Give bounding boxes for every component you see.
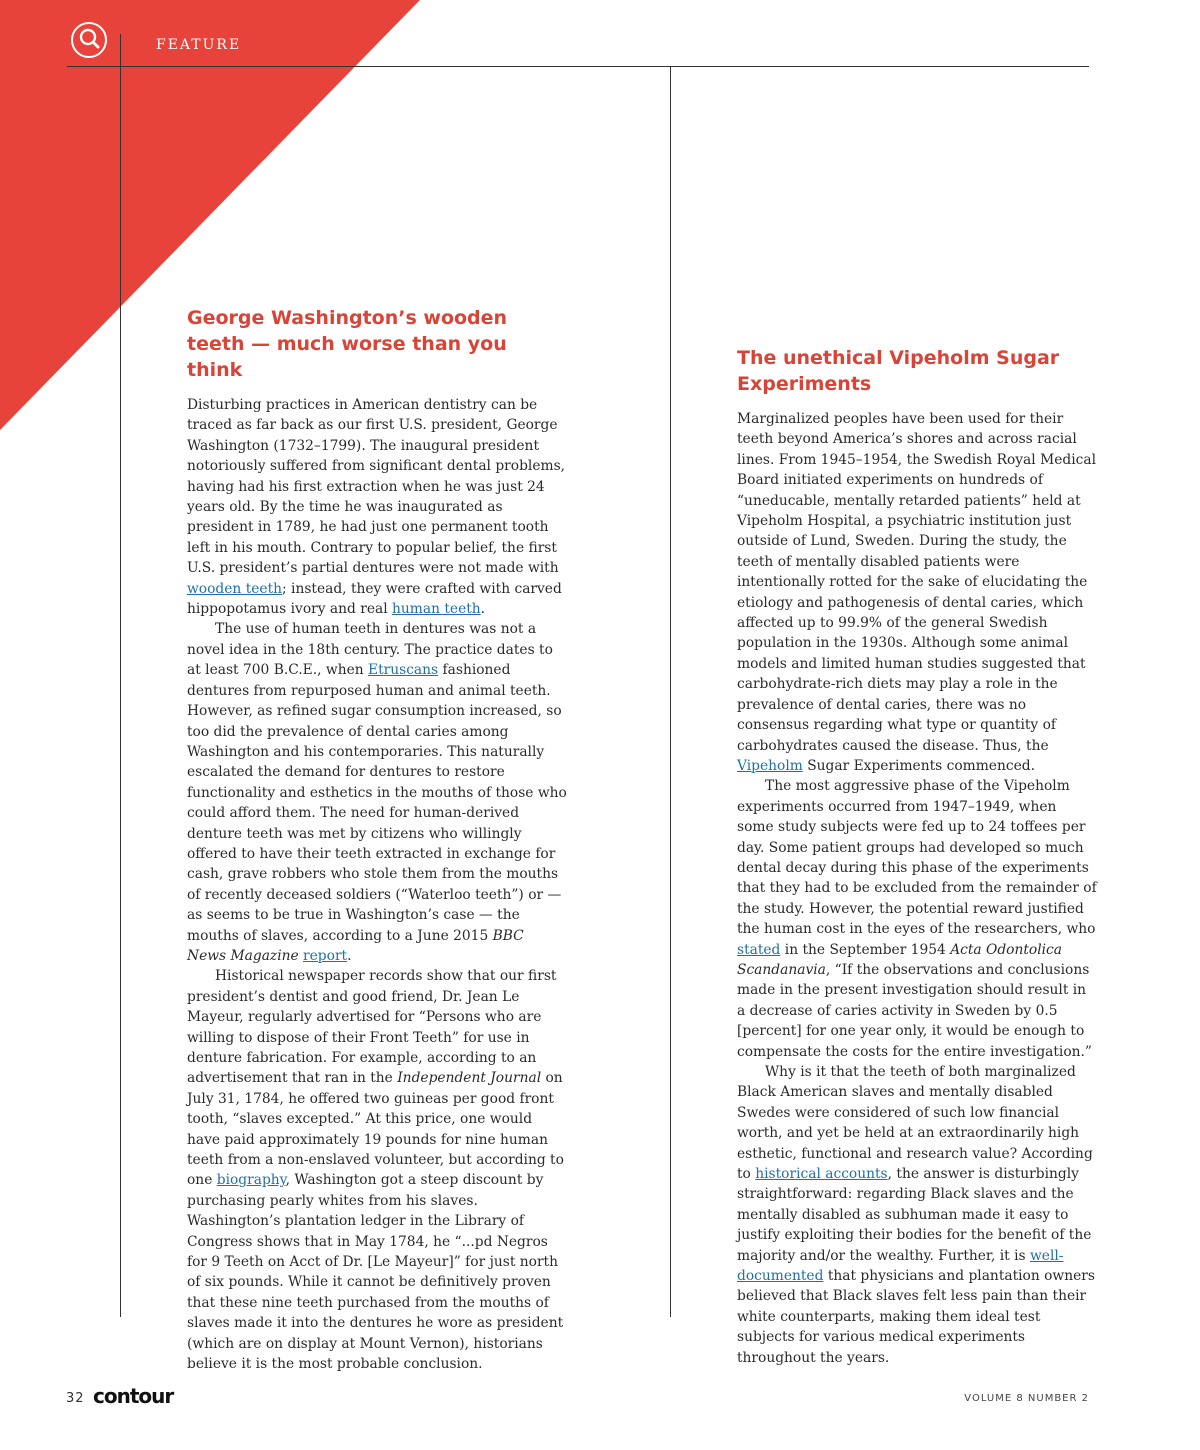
section-label: FEATURE <box>156 37 242 53</box>
text-span: fashioned dentures from repurposed human and animal teeth. However, as refined sugar consumption increased, so too did the prevalence of dental caries among Washington and his contemporaries. This naturally escalated the demand for dentures to restore functionality and esthetics in the mouths of those who could afford them. The need for human-derived denture teeth was met by citizens who willingly offered to have their teeth extracted in exchange for cash, grave robbers who stole them from the mouths of recently deceased soldiers (“Waterloo teeth”) or — as seems to be true in Washington’s case — the mouths of slaves, according to a June 2015 <box>187 662 567 944</box>
text-span: The most aggressive phase of the Vipeholm experiments occurred from 1947–1949, when some study subjects were fed up to 24 toffees per day. Some patient groups had developed so much dental decay during this phase of the experiments that they had to be excluded from the remainder of the study. However, the potential reward justified the human cost in the eyes of the researchers, who <box>737 778 1097 938</box>
link-report[interactable]: report <box>303 947 348 964</box>
header-rule <box>67 66 1089 67</box>
link-etruscans[interactable]: Etruscans <box>368 662 439 679</box>
right-article-paragraph-1 <box>737 409 1097 776</box>
link-biography[interactable]: biography <box>216 1172 286 1189</box>
magazine-logo: contour <box>93 1384 174 1408</box>
text-span: on July 31, 1784, he offered two guineas per good front tooth, “slaves excepted.” At this price, one would have paid approximately 19 pounds for nine human teeth from a non-enslaved volunteer, but according to one <box>187 1070 564 1189</box>
text-span: . <box>347 947 352 964</box>
text-span: The use of human teeth in dentures was not a novel idea in the 18th century. The practice dates to at least 700 B.C.E., when <box>187 621 553 679</box>
left-article <box>187 305 567 1375</box>
text-span: Disturbing practices in American dentistry can be traced as far back as our first U.S. president, George Washington (1732–1799). The inaugural president notoriously suffered from significant dental problems, having had his first extraction when he was just 24 years old. By the time he was inaugurated as president in 1789, he had just one permanent tooth left in his mouth. Contrary to popular belief, the first U.S. president’s partial dentures were not made with <box>187 397 566 577</box>
right-article <box>737 345 1097 1368</box>
text-span: Marginalized peoples have been used for their teeth beyond America’s shores and across racial lines. From 1945–1954, the Swedish Royal Medical Board initiated experiments on hundreds of “uneducable, mentally retarded patients” held at Vipeholm Hospital, a psychiatric institution just outside of Lund, Sweden. During the study, the teeth of mentally disabled patients were intentionally rotted for the sake of elucidating the etiology and pathogenesis of dental caries, which affected up to 99.9% of the general Swedish population in the 1930s. Although some animal models and limited human studies suggested that carbohydrate-rich diets may play a role in the prevalence of dental caries, there was no consensus regarding what type or quantity of carbohydrates caused the disease. Thus, the <box>737 411 1096 754</box>
text-span: . <box>480 601 486 618</box>
left-article-paragraph-3 <box>187 966 567 1374</box>
right-article-paragraph-2 <box>737 776 1097 1062</box>
text-span: Historical newspaper records show that our first president’s dentist and good friend, Dr. Jean Le Mayeur, regularly advertised for “Persons who are willing to dispose of their Front Teeth” for use in denture fabrication. For example, according to an advertisement that ran in the <box>187 968 557 1087</box>
text-span: , Washington got a steep discount by purchasing pearly whites from his slaves. Washington’s plantation ledger in the Library of Congress shows that in May 1784, he “...pd Negros for 9 Teeth on Acct of Dr. [Le Mayeur]” for just north of six pounds. While it cannot be definitively proven that these nine teeth purchased from the mouths of slaves made it into the dentures he wore as president (which are on display at Mount Vernon), historians believe it is the most probable conclusion. <box>187 1172 564 1373</box>
center-column-rule <box>670 66 671 1317</box>
link-wooden-teeth[interactable]: wooden teeth <box>187 580 282 597</box>
text-span: ; instead, they were crafted with carved hippopotamus ivory and real <box>187 580 562 618</box>
text-span: Sugar Experiments commenced. <box>802 757 1035 774</box>
right-article-title: The unethical Vipeholm Sugar Experiments <box>737 347 1060 395</box>
left-article-paragraph-2 <box>187 619 567 966</box>
text-span: that physicians and plantation owners believed that Black slaves felt less pain than their white counterparts, making them ideal test subjects for various medical experiments throughout the years. <box>737 1268 1095 1366</box>
page-number: 32 <box>66 1391 85 1406</box>
left-article-title: George Washington’s wooden teeth — much worse than you think <box>187 307 508 381</box>
link-historical-accounts[interactable]: historical accounts <box>755 1166 888 1183</box>
search-icon-glyph <box>73 24 105 56</box>
text-span: Why is it that the teeth of both marginalized Black American slaves and mentally disabled Swedes were considered of such low financial worth, and yet be held at an extraordinarily high esthetic, functional and research value? According to <box>737 1064 1093 1183</box>
text-span: , the answer is disturbingly straightforward: regarding Black slaves and the mentally disabled as subhuman made it easy to justify exploiting their bodies for the benefit of the majority and/or the wealthy. Further, it is <box>737 1166 1092 1264</box>
publication-name: BBC News Magazine <box>187 927 524 964</box>
left-article-paragraph-1 <box>187 395 567 619</box>
right-article-paragraph-3 <box>737 1062 1097 1368</box>
publication-name: Independent Journal <box>397 1070 542 1087</box>
left-column-rule <box>120 34 121 1317</box>
text-span: in the September 1954 <box>780 941 951 958</box>
link-human-teeth[interactable]: human teeth <box>392 601 481 618</box>
volume-label: VOLUME 8 NUMBER 2 <box>964 1393 1089 1404</box>
text-span: , “If the observations and conclusions made in the present investigation should result in a decrease of caries activity in Sweden by 0.5 [percent] for one year only, it would be enough to compensate the costs for the entire investigation.” <box>737 961 1092 1060</box>
link-stated[interactable]: stated <box>737 941 781 958</box>
publication-name: Acta Odontolica Scandanavia <box>737 941 1062 978</box>
search-icon <box>71 22 107 58</box>
link-vipeholm[interactable]: Vipeholm <box>737 757 803 774</box>
link-well-documented[interactable]: well-documented <box>737 1247 1064 1285</box>
